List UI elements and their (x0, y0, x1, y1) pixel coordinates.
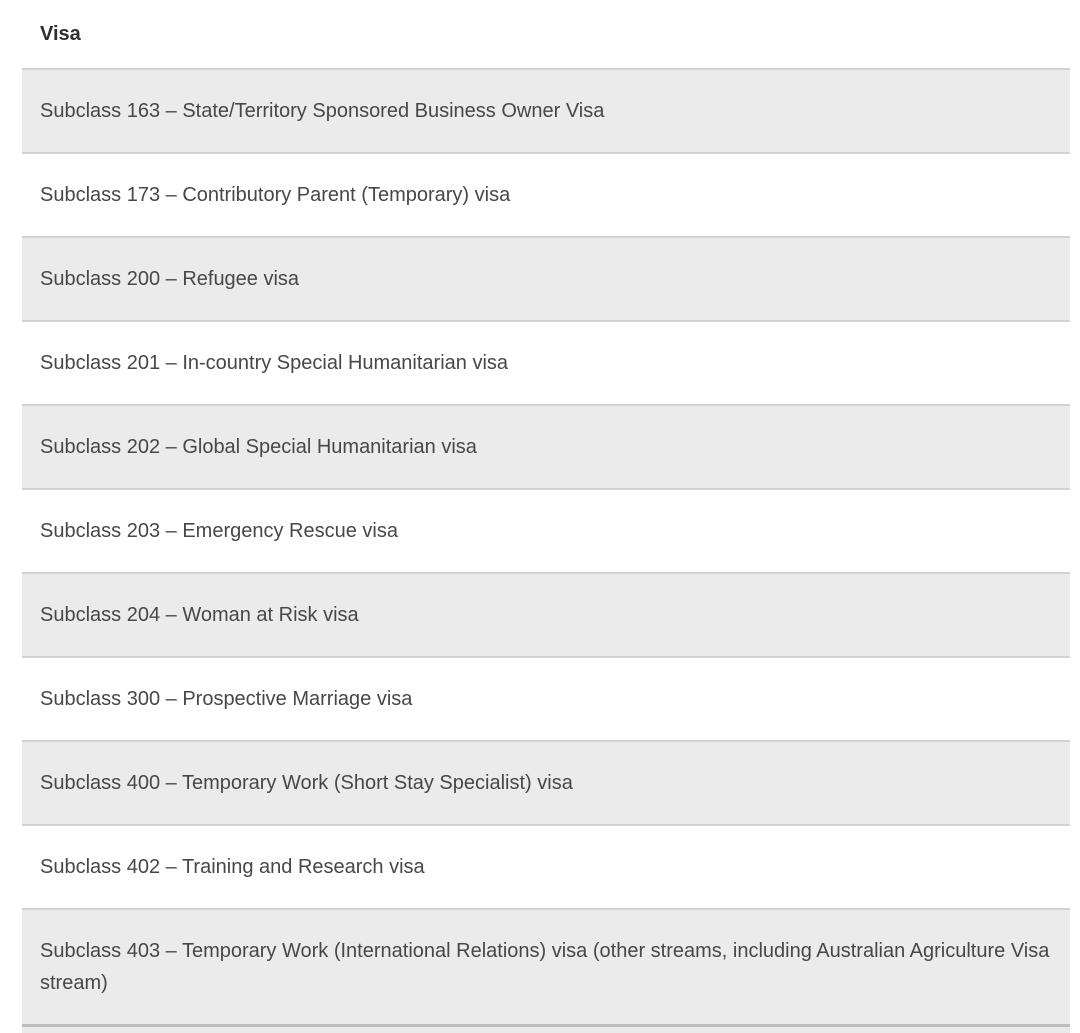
table-row (22, 908, 1070, 1027)
visa-row-label: Subclass 403 – Temporary Work (International Relations) visa (other streams, including Australian Agriculture Visa stream) (40, 940, 1050, 994)
table-row (22, 236, 1070, 320)
table-row (22, 656, 1070, 740)
visa-row-label: Subclass 163 – State/Territory Sponsored Business Owner Visa (40, 100, 605, 122)
visa-table-header-row (22, 0, 1070, 68)
visa-row-label: Subclass 203 – Emergency Rescue visa (40, 520, 398, 542)
visa-row-label: Subclass 200 – Refugee visa (40, 268, 300, 290)
visa-row-label: Subclass 402 – Training and Research visa (40, 856, 425, 878)
visa-row-label: Subclass 204 – Woman at Risk visa (40, 604, 359, 626)
table-row (22, 824, 1070, 908)
table-row (22, 152, 1070, 236)
table-row (22, 68, 1070, 152)
next-row-partial (22, 1027, 1070, 1033)
table-row (22, 572, 1070, 656)
visa-row-label: Subclass 173 – Contributory Parent (Temporary) visa (40, 184, 511, 206)
visa-row-label: Subclass 201 – In-country Special Humanitarian visa (40, 352, 509, 374)
table-row (22, 320, 1070, 404)
visa-row-label: Subclass 202 – Global Special Humanitarian visa (40, 436, 477, 458)
visa-column-header: Visa (22, 0, 1070, 68)
table-row (22, 488, 1070, 572)
visa-row-label: Subclass 400 – Temporary Work (Short Stay Specialist) visa (40, 772, 573, 794)
table-row (22, 740, 1070, 824)
visa-table (22, 0, 1070, 1033)
visa-row-label: Subclass 300 – Prospective Marriage visa (40, 688, 413, 710)
table-row (22, 404, 1070, 488)
